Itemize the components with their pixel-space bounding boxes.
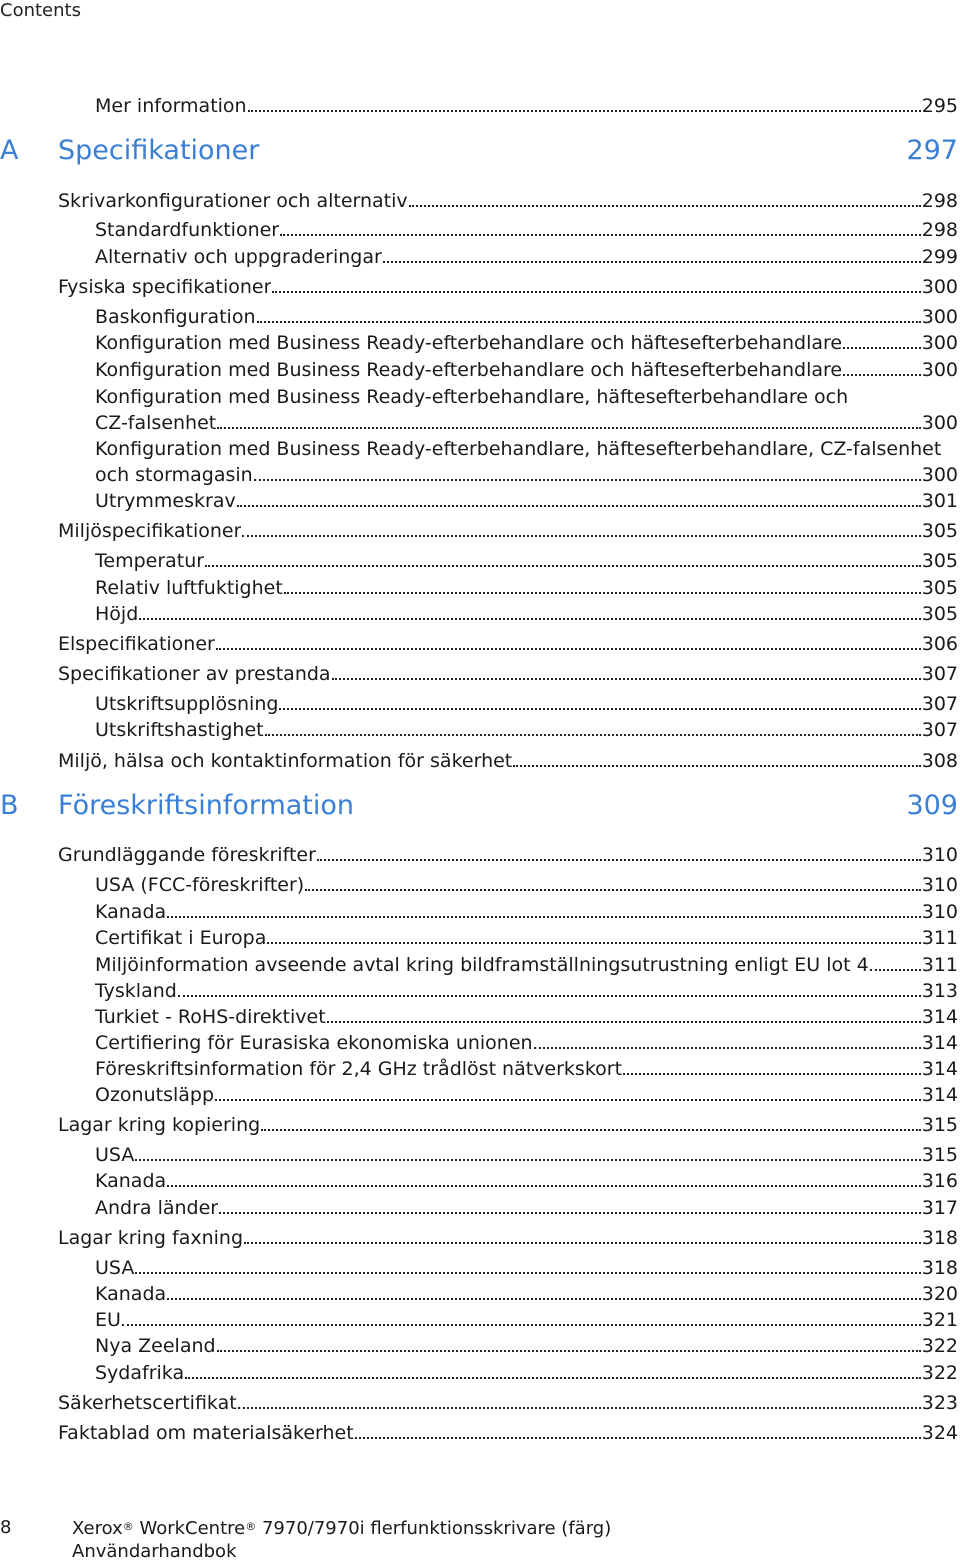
registered-mark: ®: [245, 1520, 257, 1533]
dot-leader: [305, 889, 921, 891]
toc-entry-label: Säkerhetscertifikat: [58, 1392, 237, 1414]
toc-entry[interactable]: [95, 1005, 958, 1029]
toc-entry-page: 318: [921, 1257, 958, 1279]
dot-leader: [244, 1242, 921, 1244]
section-heading-a[interactable]: [0, 135, 958, 167]
toc-entry-page: 322: [921, 1335, 958, 1357]
toc-entry[interactable]: [58, 632, 958, 656]
toc-entry-label: Miljöspecifikationer: [58, 520, 242, 542]
toc-entry-label: Höjd: [95, 603, 139, 625]
toc-entry-label: Relativ luftfuktighet: [95, 577, 283, 599]
toc-entry-label: Faktablad om materialsäkerhet: [58, 1422, 354, 1444]
dot-leader: [843, 347, 921, 349]
dot-leader: [513, 765, 920, 767]
toc-entry-page: 301: [921, 490, 958, 512]
toc-entry-page: 305: [921, 603, 958, 625]
footer-page-number: 8: [0, 1517, 12, 1538]
toc-entry-page: 318: [921, 1227, 958, 1249]
toc-entry[interactable]: [95, 1282, 958, 1306]
dot-leader: [409, 205, 921, 207]
dot-leader: [534, 1047, 921, 1049]
toc-entry[interactable]: [95, 692, 958, 716]
toc-entry-page: 314: [921, 1084, 958, 1106]
toc-entry-label: USA: [95, 1257, 135, 1279]
toc-entry-label-continued: CZ-falsenhet: [95, 412, 217, 434]
toc-entry[interactable]: [58, 1113, 958, 1137]
toc-entry-label: Kanada: [95, 901, 167, 923]
toc-entry-label: USA: [95, 1144, 135, 1166]
toc-entry-label: Ozonutsläpp: [95, 1084, 215, 1106]
dot-leader: [257, 321, 921, 323]
toc-entry-page: 310: [921, 874, 958, 896]
dot-leader: [383, 261, 921, 263]
toc-entry-label: Kanada: [95, 1170, 167, 1192]
toc-entry[interactable]: [95, 1083, 958, 1107]
toc-entry[interactable]: [58, 1226, 958, 1250]
toc-entry-label: Lagar kring faxning: [58, 1227, 244, 1249]
toc-entry-page: 298: [921, 190, 958, 212]
toc-entry-label: Kanada: [95, 1283, 167, 1305]
toc-entry-page: 324: [921, 1422, 958, 1444]
toc-entry[interactable]: [95, 1361, 958, 1385]
toc-entry-page: 299: [921, 246, 958, 268]
dot-leader: [327, 1021, 921, 1023]
toc-entry[interactable]: [95, 979, 958, 1003]
toc-entry-page: 305: [921, 577, 958, 599]
footer-product: WorkCentre: [139, 1518, 246, 1539]
section-title: Specifikationer: [58, 135, 260, 166]
toc-entry-page: 311: [921, 927, 958, 949]
section-title: Föreskriftsinformation: [58, 790, 355, 821]
toc-entry[interactable]: [58, 275, 958, 299]
registered-mark: ®: [122, 1520, 134, 1533]
toc-entry-label: EU: [95, 1309, 121, 1331]
dot-leader: [332, 678, 921, 680]
dot-leader: [279, 708, 920, 710]
toc-entry-page: 307: [921, 693, 958, 715]
footer-product-line: [72, 1517, 611, 1540]
toc-entry[interactable]: [95, 900, 958, 924]
toc-entry-page: 300: [921, 359, 958, 381]
toc-entry[interactable]: [95, 245, 958, 269]
dot-leader: [242, 535, 920, 537]
toc-entry[interactable]: [95, 718, 958, 742]
toc-entry[interactable]: [95, 1169, 958, 1193]
toc-entry[interactable]: [95, 1143, 958, 1167]
toc-entry-page: 300: [921, 332, 958, 354]
toc-entry-label: Sydafrika: [95, 1362, 185, 1384]
section-page: 297: [906, 135, 958, 166]
toc-entry-page: 314: [921, 1058, 958, 1080]
toc-entry-page: 322: [921, 1362, 958, 1384]
toc-entry[interactable]: [95, 549, 958, 573]
dot-leader: [265, 734, 921, 736]
toc-entry-label: Grundläggande föreskrifter: [58, 844, 316, 866]
toc-entry-first-line[interactable]: [95, 437, 941, 461]
dot-leader: [167, 1298, 921, 1300]
dot-leader: [185, 1377, 921, 1379]
toc-entry-label: Utskriftshastighet: [95, 719, 264, 741]
dot-leader: [284, 592, 921, 594]
toc-entry[interactable]: [95, 1308, 958, 1332]
toc-entry-label: Turkiet - RoHS-direktivet: [95, 1006, 326, 1028]
toc-entry[interactable]: [95, 463, 958, 487]
toc-entry-page: 307: [921, 663, 958, 685]
toc-entry[interactable]: [58, 189, 958, 213]
footer-doc-title: Användarhandbok: [72, 1541, 237, 1562]
dot-leader: [219, 1212, 921, 1214]
footer-model: 7970/7970i flerfunktionsskrivare (färg): [261, 1518, 612, 1539]
section-heading-b[interactable]: [0, 790, 958, 822]
dot-leader: [215, 1099, 921, 1101]
toc-entry-label: Mer information: [95, 95, 247, 117]
section-page: 309: [906, 790, 958, 821]
toc-entry-label: Elspecifikationer: [58, 633, 215, 655]
dot-leader: [623, 1073, 921, 1075]
dot-leader: [122, 1324, 921, 1326]
toc-entry-page: 315: [921, 1144, 958, 1166]
dot-leader: [280, 234, 921, 236]
toc-entry[interactable]: [95, 576, 958, 600]
dot-leader: [267, 942, 920, 944]
toc-entry-label: Andra länder: [95, 1197, 219, 1219]
toc-entry[interactable]: [95, 602, 958, 626]
toc-entry-page: 315: [921, 1114, 958, 1136]
toc-entry[interactable]: [58, 519, 958, 543]
toc-entry-page: 295: [921, 95, 958, 117]
toc-entry-page: 323: [921, 1392, 958, 1414]
toc-entry-label-continued: och stormagasin: [95, 464, 253, 486]
toc-entry-page: 320: [921, 1283, 958, 1305]
toc-entry-page: 313: [921, 980, 958, 1002]
toc-entry[interactable]: [95, 1196, 958, 1220]
toc-entry[interactable]: [95, 411, 958, 435]
dot-leader: [355, 1437, 921, 1439]
toc-entry-label: Standardfunktioner: [95, 219, 280, 241]
dot-leader: [238, 1407, 921, 1409]
toc-entry-page: 306: [921, 633, 958, 655]
toc-entry-label: Temperatur: [95, 550, 205, 572]
toc-entry-label: Konfiguration med Business Ready-efterbehandlare, häftesefterbehandlare och: [95, 386, 849, 408]
dot-leader: [167, 1185, 921, 1187]
dot-leader: [135, 1159, 920, 1161]
toc-entry[interactable]: [58, 749, 958, 773]
toc-entry-page: 321: [921, 1309, 958, 1331]
toc-entry-page: 310: [921, 844, 958, 866]
dot-leader: [261, 1129, 921, 1131]
dot-leader: [254, 479, 921, 481]
toc-entry-label: Certifikat i Europa: [95, 927, 267, 949]
dot-leader: [178, 995, 921, 997]
toc-entry-label: Föreskriftsinformation för 2,4 GHz trådlöst nätverkskort: [95, 1058, 623, 1080]
dot-leader: [317, 859, 921, 861]
section-letter: A: [0, 135, 19, 166]
toc-entry-page: 298: [921, 219, 958, 241]
dot-leader: [139, 618, 920, 620]
dot-leader: [167, 916, 921, 918]
toc-entry[interactable]: [95, 331, 958, 355]
dot-leader: [870, 969, 921, 971]
dot-leader: [843, 374, 921, 376]
toc-entry-page: 317: [921, 1197, 958, 1219]
toc-entry-page: 300: [921, 276, 958, 298]
toc-entry-page: 300: [921, 464, 958, 486]
toc-entry-label: Specifikationer av prestanda: [58, 663, 331, 685]
toc-entry-label: Miljöinformation avseende avtal kring bildframställningsutrustning enligt EU lot 4: [95, 954, 869, 976]
toc-entry[interactable]: [95, 1256, 958, 1280]
footer-product-info: [72, 1517, 611, 1563]
toc-entry-label: Certifiering för Eurasiska ekonomiska unionen: [95, 1032, 533, 1054]
toc-entry[interactable]: [95, 873, 958, 897]
toc-entry-label: USA (FCC-föreskrifter): [95, 874, 305, 896]
toc-entry-label: Lagar kring kopiering: [58, 1114, 261, 1136]
toc-entry-label: Alternativ och uppgraderingar: [95, 246, 382, 268]
dot-leader: [205, 565, 921, 567]
toc-entry[interactable]: [58, 662, 958, 686]
toc-entry-page: 314: [921, 1032, 958, 1054]
toc-entry-page: 300: [921, 306, 958, 328]
toc-entry-first-line[interactable]: [95, 385, 848, 409]
toc-entry-label: Konfiguration med Business Ready-efterbehandlare, häftesefterbehandlare, CZ-falsenhet: [95, 438, 942, 460]
toc-entry-label: Konfiguration med Business Ready-efterbehandlare och häftesefterbehandlare: [95, 332, 843, 354]
toc-entry[interactable]: [95, 489, 958, 513]
toc-entry-label: Utskriftsupplösning: [95, 693, 279, 715]
toc-entry[interactable]: [58, 1391, 958, 1415]
toc-entry[interactable]: [58, 843, 958, 867]
toc-entry[interactable]: [95, 218, 958, 242]
toc-entry[interactable]: [95, 305, 958, 329]
toc-entry-label: Fysiska specifikationer: [58, 276, 272, 298]
dot-leader: [248, 110, 921, 112]
toc-entry-label: Nya Zeeland: [95, 1335, 216, 1357]
toc-entry-label: Konfiguration med Business Ready-efterbehandlare och häftesefterbehandlare: [95, 359, 843, 381]
toc-entry-page: 300: [921, 412, 958, 434]
dot-leader: [217, 427, 921, 429]
dot-leader: [237, 505, 921, 507]
toc-entry[interactable]: [58, 1421, 958, 1445]
toc-entry-page: 308: [921, 750, 958, 772]
toc-entry-page: 305: [921, 520, 958, 542]
toc-entry-label: Baskonfiguration: [95, 306, 256, 328]
toc-entry[interactable]: [95, 926, 958, 950]
toc-entry-label: Utrymmeskrav: [95, 490, 236, 512]
toc-entry-label: Miljö, hälsa och kontaktinformation för säkerhet: [58, 750, 513, 772]
section-letter: B: [0, 790, 19, 821]
dot-leader: [135, 1272, 920, 1274]
page-header-title: Contents: [0, 0, 81, 21]
toc-entry[interactable]: [95, 1334, 958, 1358]
dot-leader: [216, 648, 921, 650]
toc-entry-page: 305: [921, 550, 958, 572]
toc-entry-page: 307: [921, 719, 958, 741]
dot-leader: [217, 1350, 921, 1352]
toc-entry-label: Skrivarkonfigurationer och alternativ: [58, 190, 408, 212]
toc-entry[interactable]: [95, 1057, 958, 1081]
toc-entry-page: 310: [921, 901, 958, 923]
toc-entry-label: Tyskland: [95, 980, 177, 1002]
toc-entry[interactable]: [95, 358, 958, 382]
toc-entry[interactable]: [95, 94, 958, 118]
toc-entry-page: 316: [921, 1170, 958, 1192]
toc-entry-page: 311: [921, 954, 958, 976]
toc-entry[interactable]: [95, 953, 958, 977]
toc-entry-page: 314: [921, 1006, 958, 1028]
footer-brand: Xerox: [72, 1518, 123, 1539]
toc-entry[interactable]: [95, 1031, 958, 1055]
dot-leader: [272, 291, 920, 293]
